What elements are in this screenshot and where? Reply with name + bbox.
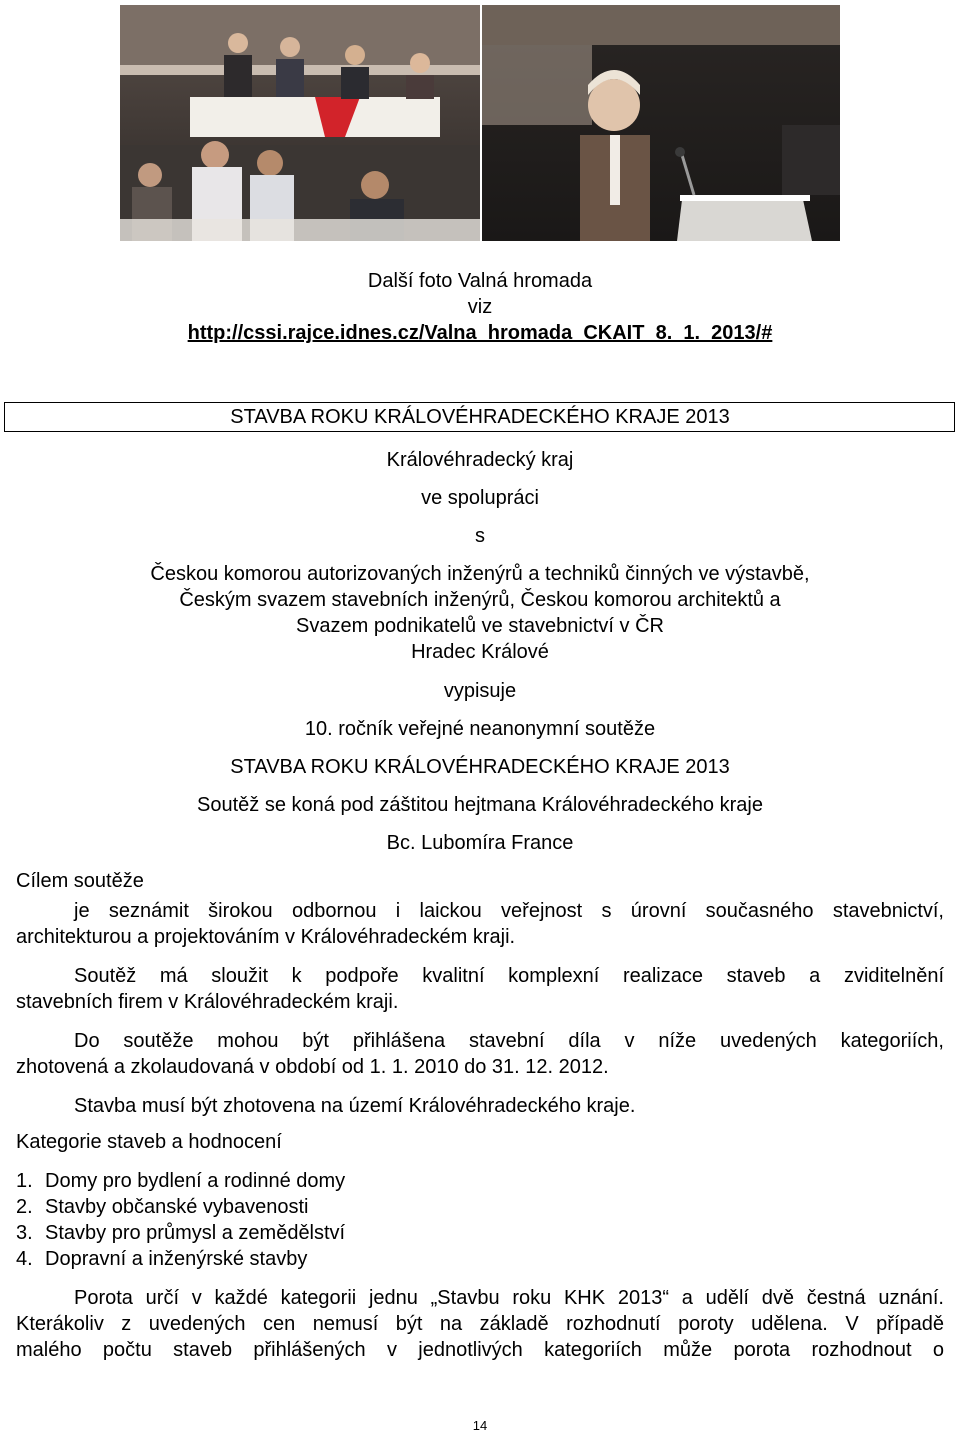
edition: 10. ročník veřejné neanonymní soutěže	[304, 718, 656, 740]
announces: vypisuje	[443, 680, 517, 702]
jury-line-1: Porota určí v každé kategorii jednu „Stavbu roku KHK 2013“ a udělí dvě čestná uznání.	[74, 1287, 944, 1309]
list-item	[16, 1246, 307, 1272]
list-item-number: 3.	[16, 1222, 33, 1244]
partner-line: Českou komorou autorizovaných inženýrů a techniků činných ve výstavbě,	[150, 563, 810, 585]
list-item-label: Stavby pro průmysl a zemědělství	[45, 1222, 346, 1244]
with: s	[475, 525, 485, 547]
jury-line-2: Kterákoliv z uvedených cen nemusí být na základě rozhodnutí poroty udělena. V případě	[16, 1313, 944, 1335]
cooperation: ve spolupráci	[421, 487, 539, 509]
list-item-number: 4.	[16, 1248, 33, 1270]
announcement-title: STAVBA ROKU KRÁLOVÉHRADECKÉHO KRAJE 2013	[230, 406, 730, 428]
goal-heading: Cílem soutěže	[16, 870, 144, 892]
valna-hromada-predsednictvo-photo	[120, 5, 480, 241]
goal-paragraph-3-line-1: Do soutěže mohou být přihlášena stavební díla v níže uvedených kategoriích,	[74, 1030, 944, 1052]
patronage: Soutěž se koná pod záštitou hejtmana Královéhradeckého kraje	[197, 794, 763, 816]
categories-heading: Kategorie staveb a hodnocení	[16, 1131, 282, 1153]
governor: Bc. Lubomíra France	[386, 832, 574, 854]
caption-line-1: Další foto Valná hromada	[367, 270, 593, 292]
list-item	[16, 1220, 345, 1246]
page-number: 14	[472, 1418, 488, 1433]
goal-paragraph-2-line-2: stavebních firem v Královéhradeckém kraji.	[16, 991, 399, 1013]
list-item-label: Dopravní a inženýrské stavby	[45, 1248, 308, 1270]
list-item-number: 1.	[16, 1170, 33, 1192]
goal-paragraph-2-line-1: Soutěž má sloužit k podpoře kvalitní komplexní realizace staveb a zviditelnění	[74, 965, 944, 987]
list-item-label: Stavby občanské vybavenosti	[45, 1196, 309, 1218]
partner-line: Hradec Králové	[411, 641, 549, 663]
list-item-label: Domy pro bydlení a rodinné domy	[45, 1170, 346, 1192]
partner-line: Českým svazem stavebních inženýrů, Českou komorou architektů a	[179, 589, 781, 611]
partner-line: Svazem podnikatelů ve stavebnictví v ČR	[296, 615, 664, 637]
jury-line-3: malého počtu staveb přihlášených v jednotlivých kategoriích může porota rozhodnout o	[16, 1339, 944, 1361]
gallery-link[interactable]: http://cssi.rajce.idnes.cz/Valna_hromada_CKAIT_8._1._2013/#	[187, 322, 773, 344]
goal-paragraph-1-line-1: je seznámit širokou odbornou i laickou veřejnost s úrovní současného stavebnictví,	[74, 900, 944, 922]
goal-paragraph-4: Stavba musí být zhotovena na území Královéhradeckého kraje.	[74, 1095, 636, 1117]
region: Královéhradecký kraj	[386, 449, 574, 471]
list-item	[16, 1194, 309, 1220]
recnik-u-pultu-photo	[482, 5, 840, 241]
list-item-number: 2.	[16, 1196, 33, 1218]
list-item	[16, 1168, 345, 1194]
goal-paragraph-1-line-2: architekturou a projektováním v Královéhradeckém kraji.	[16, 926, 516, 948]
goal-paragraph-3-line-2: zhotovená a zkolaudovaná v období od 1. 1. 2010 do 31. 12. 2012.	[16, 1056, 609, 1078]
caption-line-2: viz	[467, 296, 493, 318]
competition-name: STAVBA ROKU KRÁLOVÉHRADECKÉHO KRAJE 2013	[230, 756, 730, 778]
